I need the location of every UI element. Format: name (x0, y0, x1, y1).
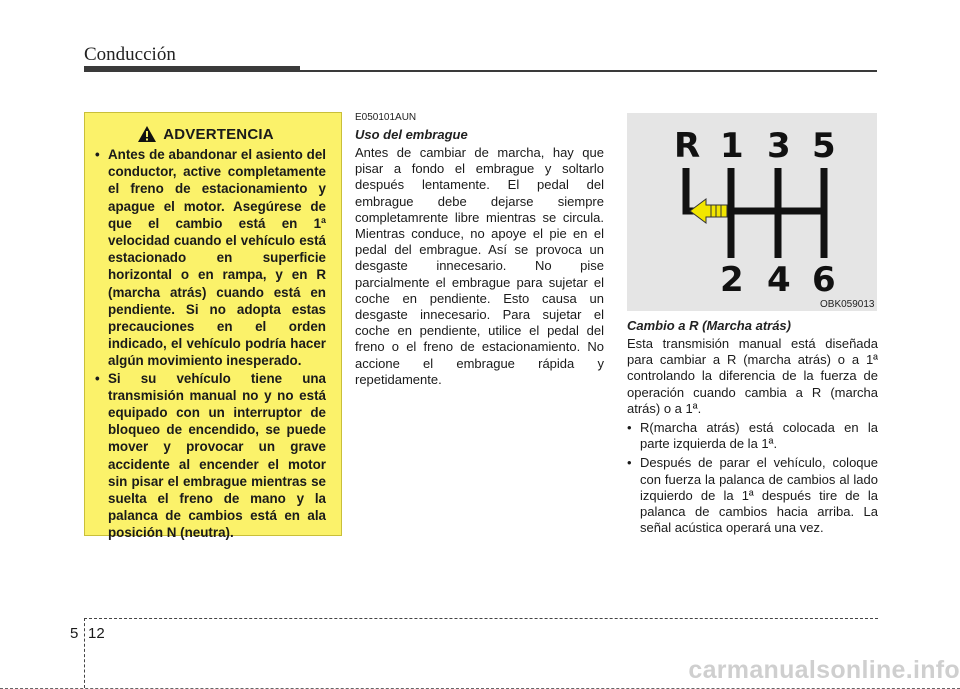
gear-label-4: 4 (767, 260, 791, 300)
header-bar (84, 66, 300, 72)
gear-label-1: 1 (720, 126, 744, 166)
reverse-section (627, 318, 878, 539)
warning-header (95, 125, 326, 143)
reverse-bullet-item: • Después de parar el vehículo, coloque con fuerza la palanca de cambios al lado izquierdo de la 1ª después tire de la palanca de cambios hacia arriba. La señal acústica operará una vez. (627, 455, 878, 536)
reverse-bullets (627, 420, 878, 536)
page-number: 12 (88, 625, 105, 642)
page-header-title: Conducción (84, 44, 176, 65)
section-title-reverse: Cambio a R (Marcha atrás) (627, 318, 791, 333)
warning-list (95, 146, 326, 542)
header-rule (300, 70, 877, 72)
direction-arrow-icon (690, 199, 727, 223)
clutch-section (355, 112, 604, 388)
chapter-number: 5 (70, 625, 79, 642)
figure-code: OBK059013 (820, 299, 875, 310)
warning-item: • Antes de abandonar el asiento del conductor, active completamente el freno de estacionamiento y apague el motor. Asegúrese de que el cambio está en 1ª velocidad cuando el vehículo está estacionado en superficie horizontal o en rampa, y en R (marcha atrás) cuando está en pendiente. Si no adopta estas precauciones en el orden indicado, el vehículo podría hacer algún movimiento inesperado. (95, 146, 326, 370)
watermark-text: carmanualsonline.info (688, 656, 960, 684)
gear-label-6: 6 (812, 260, 836, 300)
warning-box (84, 112, 342, 541)
reverse-paragraph: Esta transmisión manual está diseñada para cambiar a R (marcha atrás) o a 1ª controlando la diferencia de la fuerza de operación cuando cambia a R (marcha atrás) o a 1ª. (627, 336, 878, 416)
footer-divider-vertical (84, 618, 85, 688)
gear-label-3: 3 (767, 126, 791, 166)
section-title-clutch: Uso del embrague (355, 127, 468, 142)
gear-label-2: 2 (720, 260, 744, 300)
warning-title: ADVERTENCIA (163, 125, 274, 143)
gear-shift-diagram (627, 113, 877, 311)
reverse-bullet-item: • R(marcha atrás) está colocada en la parte izquierda de la 1ª. (627, 420, 878, 452)
footer-divider-horizontal (84, 618, 878, 619)
section-code: E050101AUN (355, 112, 417, 123)
gear-label-r: R (674, 126, 701, 166)
warning-item: • Si su vehículo tiene una transmisión manual no y no está equipado con un interruptor de bloqueo de encendido, se puede mover y provocar un grave accidente al encender el motor sin pisar el embrague mientras se suelta el freno de mano y la palanca de cambios está en ala posición N (neutra). (95, 370, 326, 542)
gear-label-5: 5 (812, 126, 836, 166)
gear-pattern-svg (627, 113, 877, 311)
clutch-paragraph: Antes de cambiar de marcha, hay que pisar a fondo el embrague y soltarlo después lentamente. El pedal del embrague debe dejarse siempre completamrente libre mientras se circula. Mientras conduce, no apoye el pie en el pedal del embrague. Así se provoca un desgaste innecesario. No pise parcialmente el embrague para sujetar el coche en pendiente. Esto causa un desgaste innecesario. Para sujetar el coche en pendiente, utilice el pedal del freno o el freno de estacionamiento. No accione el embrague rápida y repetidamente. (355, 145, 604, 387)
warning-triangle-icon (137, 125, 157, 143)
